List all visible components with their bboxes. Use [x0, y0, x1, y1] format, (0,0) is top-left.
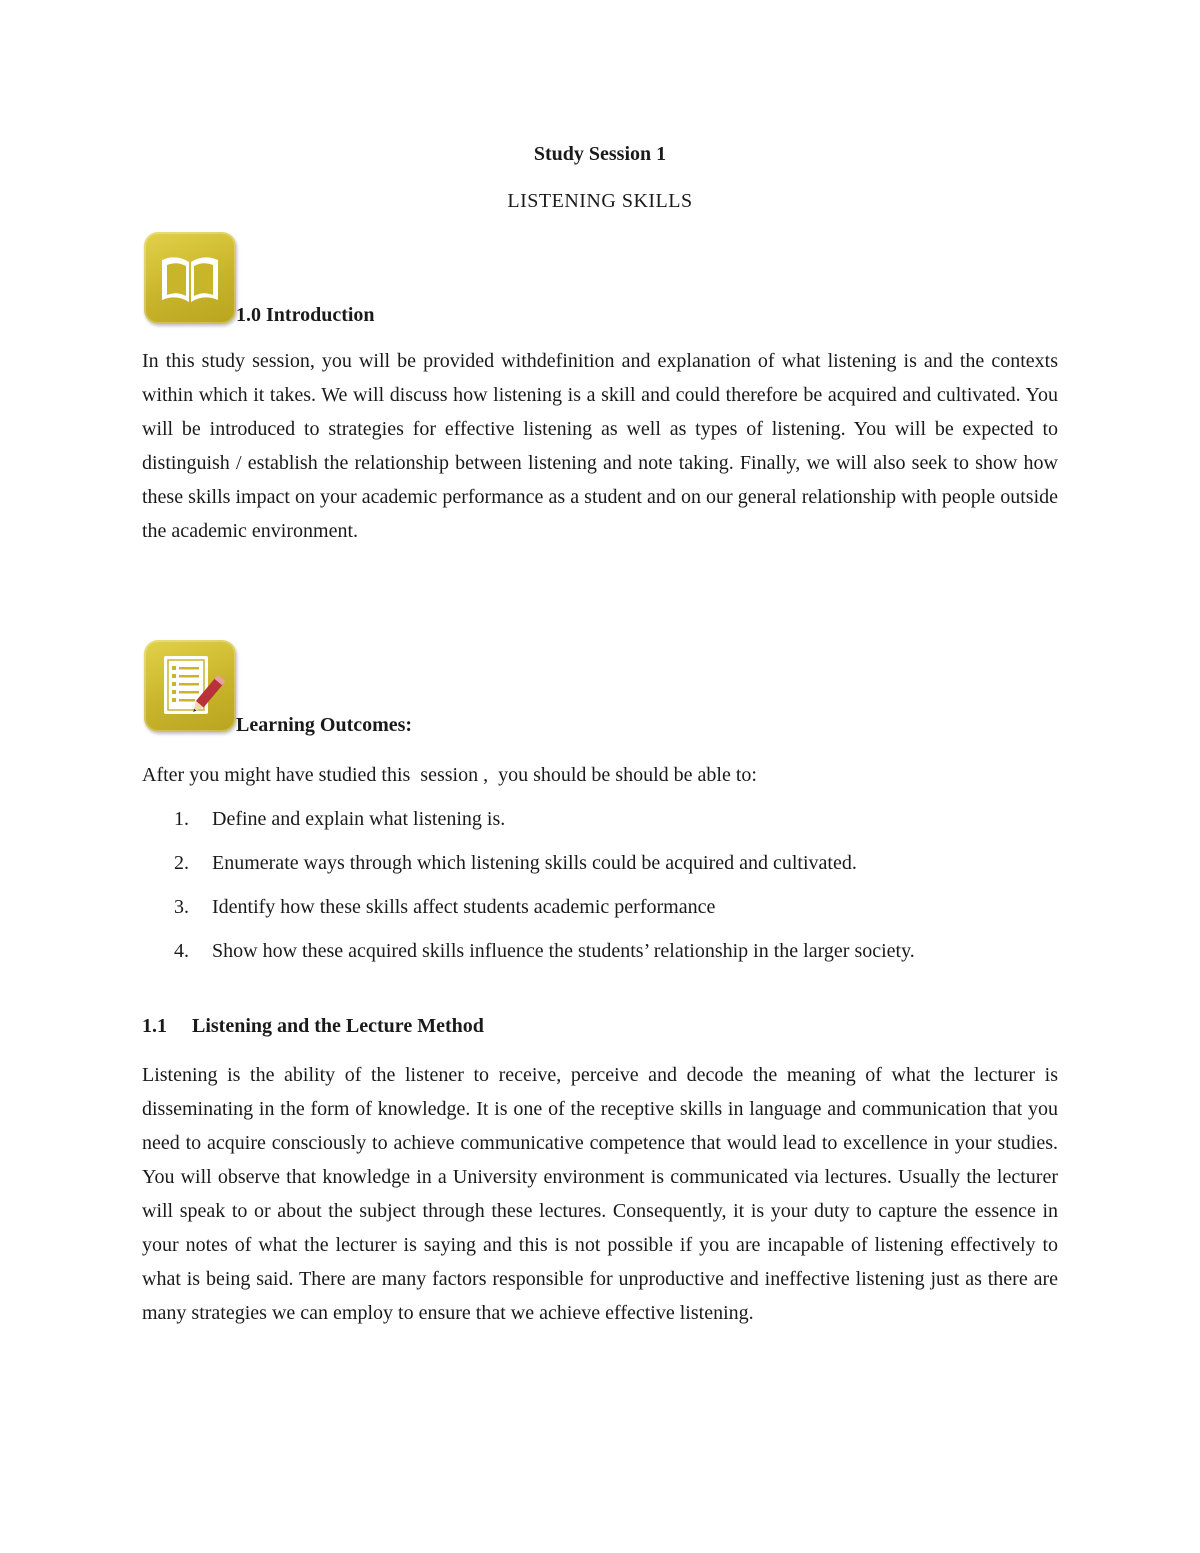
session-subtitle: LISTENING SKILLS [507, 190, 693, 212]
learning-outcomes-list [142, 804, 1082, 980]
list-item [142, 804, 1082, 848]
introduction-heading: 1.0 Introduction [236, 304, 375, 326]
list-item [142, 892, 1082, 936]
section-heading [142, 1015, 484, 1038]
list-item-number: 3. [174, 896, 189, 918]
section-title: Listening and the Lecture Method [192, 1015, 484, 1037]
section-number: 1.1 [142, 1015, 167, 1037]
learning-outcomes-heading: Learning Outcomes: [236, 714, 413, 736]
list-item-text: Identify how these skills affect students academic performance [212, 896, 716, 918]
introduction-paragraph: In this study session, you will be provided withdefinition and explanation of what listening is and the contexts within which it takes. We will discuss how listening is a skill and could therefore be acquired and cultivated. You will be introduced to strategies for effective listening as well as types of listening. You will be expected to distinguish / establish the relationship between listening and note taking. Finally, we will also seek to show how these skills impact on your academic performance as a student and on our general relationship with people outside the academic environment. [142, 350, 1058, 542]
list-item [142, 848, 1082, 892]
learning-outcomes-lead: After you might have studied this session , you should be should be able to: [142, 764, 757, 786]
list-item [142, 936, 1082, 980]
lecture-method-paragraph: Listening is the ability of the listener to receive, perceive and decode the meaning of what the lecturer is disseminating in the form of knowledge. It is one of the receptive skills in language and communication that you need to acquire consciously to achieve communicative competence that would lead to excellence in your studies. You will observe that knowledge in a University environment is communicated via lectures. Usually the lecturer will speak to or about the subject through these lectures. Consequently, it is your duty to capture the essence in your notes of what the lecturer is saying and this is not possible if you are incapable of listening effectively to what is being said. There are many factors responsible for unproductive and ineffective listening just as there are many strategies we can employ to ensure that we achieve effective listening. [142, 1064, 1058, 1324]
list-item-text: Define and explain what listening is. [212, 808, 506, 830]
notes-pencil-icon [144, 640, 236, 732]
session-title: Study Session 1 [533, 143, 667, 165]
list-item-number: 4. [174, 940, 189, 962]
list-item-text: Show how these acquired skills influence the students’ relationship in the larger society. [212, 940, 915, 962]
list-item-number: 2. [174, 852, 189, 874]
list-item-text: Enumerate ways through which listening skills could be acquired and cultivated. [212, 852, 857, 874]
list-item-number: 1. [174, 808, 189, 830]
book-icon [144, 232, 236, 324]
